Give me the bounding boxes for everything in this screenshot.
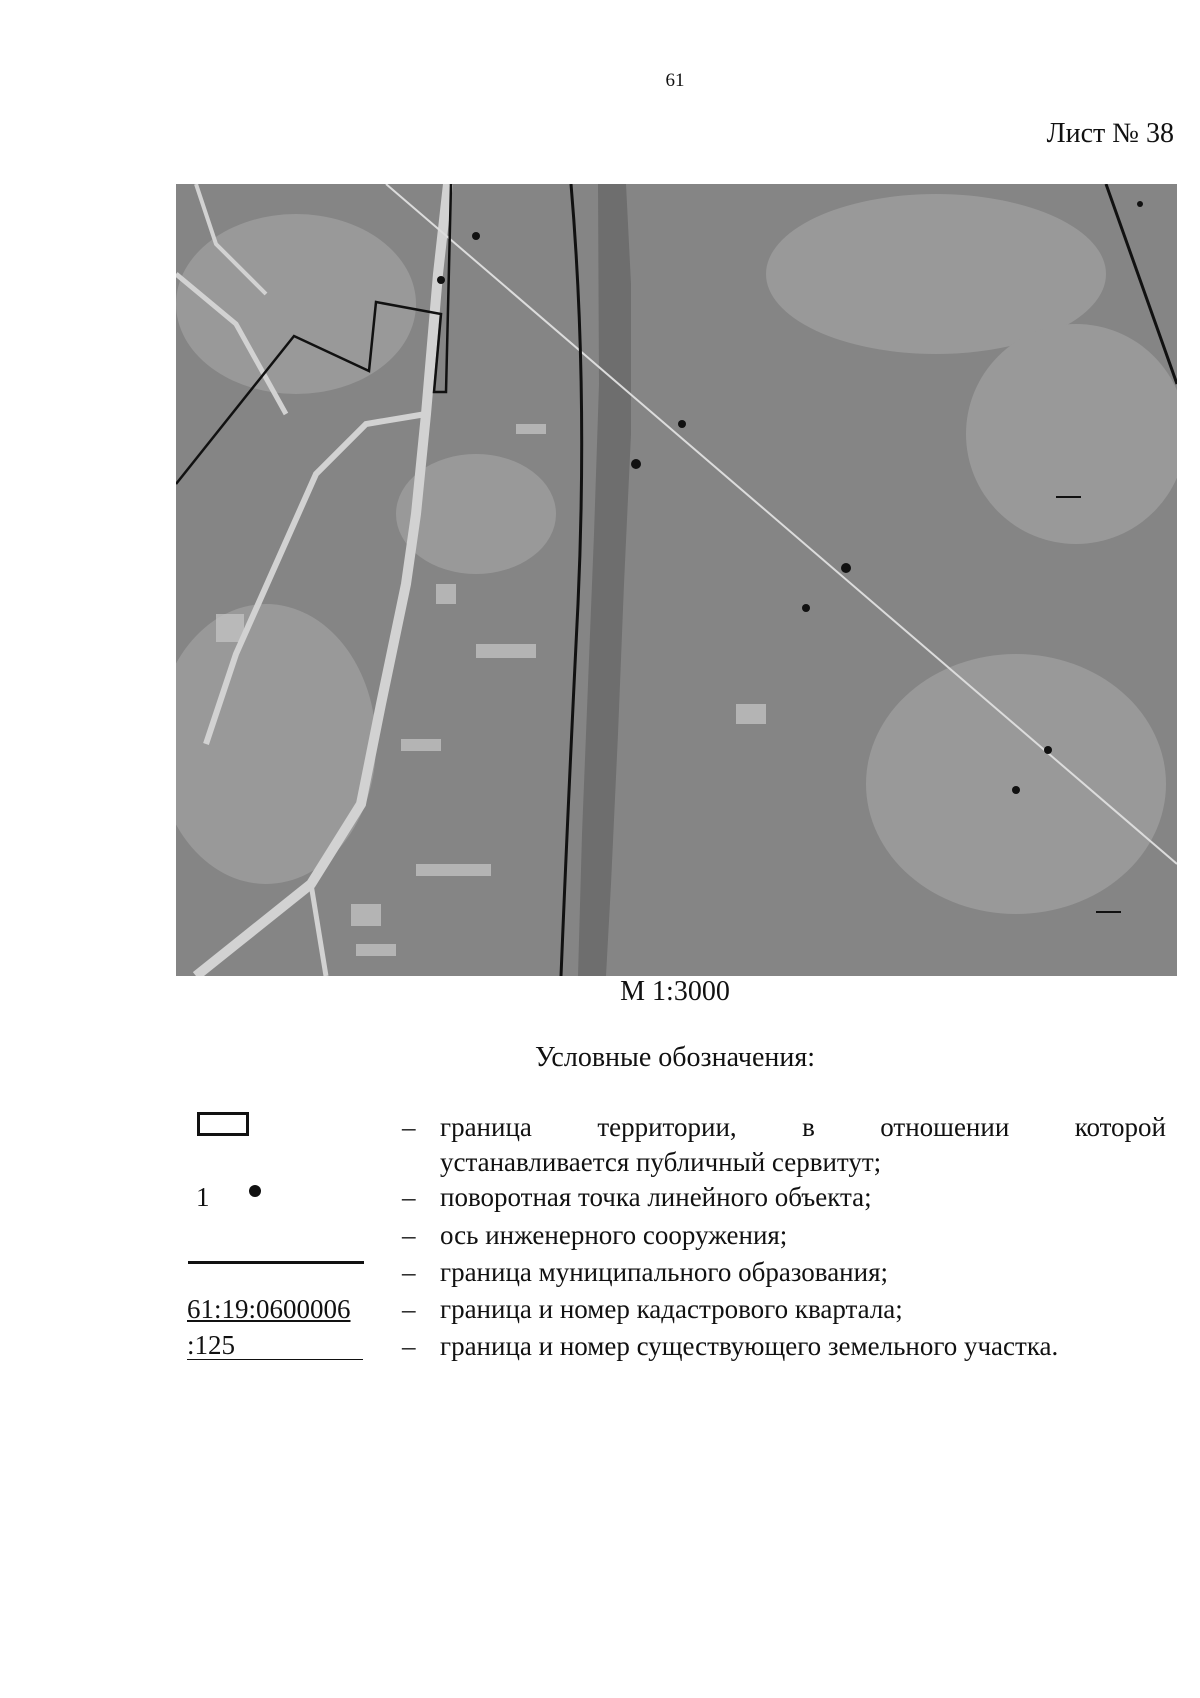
legend-dash: –: [402, 1182, 416, 1212]
legend-dash: –: [402, 1294, 416, 1324]
sheet-label: Лист № 38: [1046, 118, 1174, 149]
legend-text: поворотная точка линейного объекта;: [440, 1182, 872, 1212]
legend-text: устанавливается публичный сервитут;: [440, 1147, 882, 1177]
legend-dash: –: [402, 1257, 416, 1287]
legend-dash: –: [402, 1331, 416, 1361]
legend-text: граница и номер существующего земельного участка.: [440, 1331, 1059, 1361]
legend-text: граница и номер кадастрового квартала;: [440, 1294, 903, 1324]
municipal-boundary-symbol: [188, 1261, 364, 1264]
map-scale: М 1:3000: [620, 976, 730, 1007]
legend-text: граница территории, в отношении которой: [440, 1112, 1166, 1142]
legend-dash: –: [402, 1220, 416, 1250]
cadastral-quarter-symbol: 61:19:0600006: [187, 1294, 351, 1324]
land-plot-symbol: :125: [187, 1331, 363, 1360]
page-number: 61: [665, 70, 685, 91]
turning-point-number: 1: [196, 1182, 210, 1212]
legend-title: Условные обозначения:: [534, 1042, 816, 1073]
legend-text: граница муниципального образования;: [440, 1257, 889, 1287]
legend-text: ось инженерного сооружения;: [440, 1220, 788, 1250]
servitude-boundary-symbol: [197, 1112, 249, 1136]
turning-point-symbol: [249, 1185, 261, 1197]
legend-dash: –: [402, 1112, 416, 1142]
